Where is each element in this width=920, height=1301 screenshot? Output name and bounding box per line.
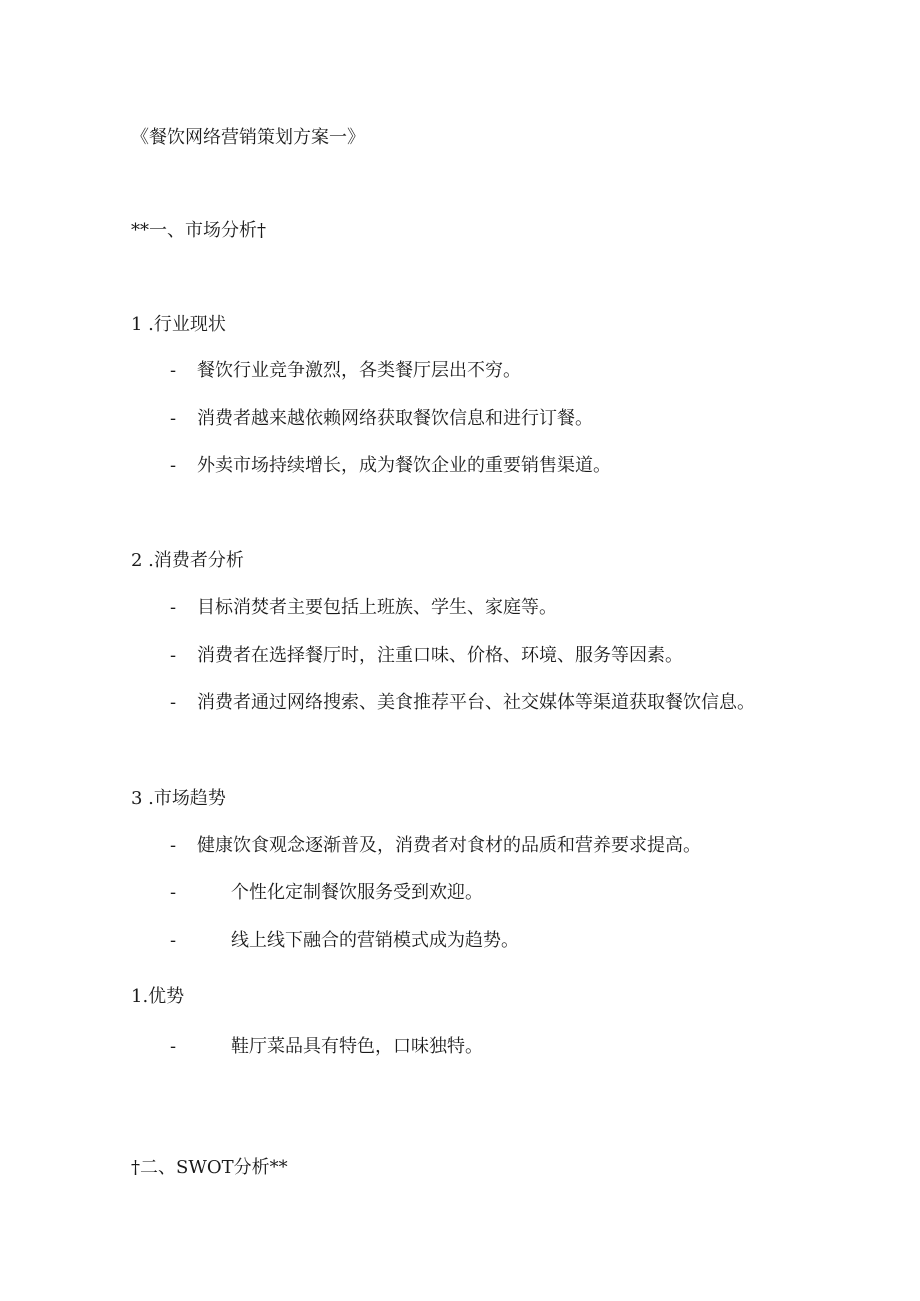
list-item-text: 外卖市场持续增长，成为餐饮企业的重要销售渠道。 xyxy=(197,455,611,476)
document-title: 《餐饮网络营销策划方案一》 xyxy=(131,127,365,148)
list-item xyxy=(170,407,593,431)
list-item-text: 线上线下融合的营销模式成为趋势。 xyxy=(231,930,519,951)
subsection-heading-industry-status: 1 .行业现状 xyxy=(131,314,226,335)
list-item-text: 健康饮食观念逐渐普及，消费者对食材的品质和营养要求提高。 xyxy=(197,835,701,856)
bullet-dash: - xyxy=(170,882,177,903)
list-item-text: 餐饮行业竞争激烈，各类餐厅层出不穷。 xyxy=(197,360,521,381)
section-heading-swot-analysis: †二、SWOT分析** xyxy=(131,1157,288,1178)
list-item-text: 消费者在选择餐厅时，注重口味、价格、环境、服务等因素。 xyxy=(197,645,683,666)
list-item-text: 个性化定制餐饮服务受到欢迎。 xyxy=(231,882,483,903)
list-item xyxy=(170,881,483,905)
list-item-text: 目标消焚者主要包括上班族、学生、家庭等。 xyxy=(197,597,557,618)
list-item-text: 消费者越来越依赖网络获取餐饮信息和进行订餐。 xyxy=(197,408,593,429)
bullet-dash: - xyxy=(170,930,177,951)
subsection-heading-market-trends: 3 .市场趋势 xyxy=(131,788,226,809)
subsection-heading-consumer-analysis: 2 .消费者分析 xyxy=(131,550,244,571)
bullet-dash: - xyxy=(170,1036,177,1057)
list-item xyxy=(170,359,521,383)
bullet-dash: - xyxy=(170,692,177,713)
bullet-dash: - xyxy=(170,360,177,381)
list-item-text: 鞋厅菜品具有特色，口味独特。 xyxy=(231,1036,483,1057)
section-heading-market-analysis: **一、市场分析† xyxy=(131,220,266,241)
list-item xyxy=(170,929,519,953)
bullet-dash: - xyxy=(170,835,177,856)
list-item xyxy=(170,834,701,858)
bullet-dash: - xyxy=(170,408,177,429)
list-item xyxy=(170,691,755,715)
subsection-heading-strengths: 1.优势 xyxy=(131,986,185,1007)
list-item xyxy=(170,454,611,478)
list-item-text: 消费者通过网络搜索、美食推荐平台、社交媒体等渠道获取餐饮信息。 xyxy=(197,692,755,713)
bullet-dash: - xyxy=(170,597,177,618)
list-item xyxy=(170,1035,483,1059)
list-item xyxy=(170,644,683,668)
bullet-dash: - xyxy=(170,455,177,476)
list-item xyxy=(170,596,557,620)
bullet-dash: - xyxy=(170,645,177,666)
